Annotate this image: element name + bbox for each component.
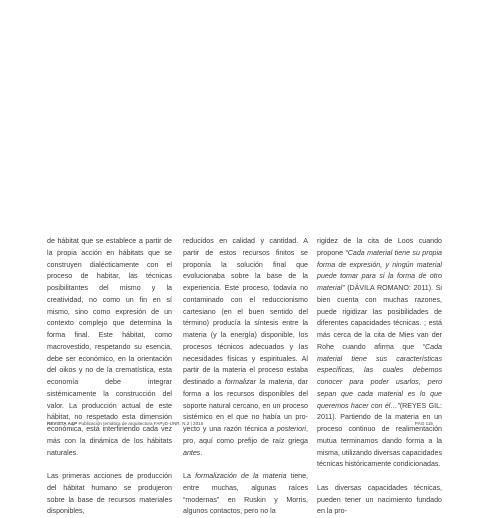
text-run: Las primeras acciones de producción del hábitat humano se produjeron sobre la base de recursos materiales disponibles,: [47, 472, 172, 516]
italic-text-run: formalización de la materia: [195, 472, 287, 480]
text-run: (REYES GIL: 2011). Partiendo de la materia en un proceso continuo de realimentación mutua terminamos dando forma a la misma, utilizando diversas capacidades técnicas históricamente condicionadas.: [317, 401, 442, 469]
text-column-3: [317, 236, 442, 518]
italic-text-run: formalizar la materia: [224, 378, 293, 386]
body-paragraph: [47, 471, 172, 518]
italic-text-run: “Cada material tiene sus características específicas, las cuales debemos conocer para poder usarlos, pero sepan que cada material es lo que queremos hacer con él…”: [317, 342, 442, 410]
body-paragraph: [317, 483, 442, 518]
publication-info: Publicación temática de arquitectura FAPyD-UNR. N.2 | 2015: [77, 421, 204, 426]
text-run: .: [200, 448, 203, 457]
italic-text-run: a posteriori: [270, 425, 307, 433]
journal-name: REVISTA A&P: [47, 421, 78, 426]
text-run: rigidez de la cita de Loos cuando propone: [317, 237, 442, 257]
text-column-2: [183, 236, 308, 518]
text-column-1: [47, 236, 172, 518]
page-number: PÁG 115: [414, 421, 433, 426]
italic-text-run: antes: [183, 448, 201, 457]
text-run: (DÁVILA ROMANO: 2011). Si bien cuenta con muchas razones, puede rigidizar las posibilidades de diferentes capacidades técnicas. ; está más cerca de la cita de Mies van der Rohe cuando afirma que: [317, 284, 442, 351]
text-run: Las diversas capacidades técnicas, pueden tener un nacimiento fundado en la pro-: [317, 483, 442, 516]
text-run: de hábitat que se establece a partir de la propia acción en hábitats que se construyen dialécticamente con el proceso de habitar, las técnicas posibilitantes del mismo y la creatividad, no como un fin en sí mismo, sino como expresión de un contexto complejo que determina la forma final. Este hábitat, como macrovestido, respetando su esencia, debe ser económico, en la orientación del oikos y no de la crematística, esta economía debe integrar sistémicamente la construcción del valor. La producción actual de este hábitat, no respetado esta dimensión económica, está interfiriendo cada vez más con la dinámica de los hábitats naturales.: [47, 237, 172, 457]
body-paragraph: [183, 471, 308, 518]
text-run: tiene, entre muchas, algunas raíces “modernas” en Ruskin y Morris, algunos contactos, pero no la: [183, 472, 308, 516]
italic-text-run: “Cada material tiene su propia forma de expresión, y ningún material puede tomar para sí la forma de otro material”: [317, 248, 442, 292]
text-run: , pro, aquí como prefijo de raíz griega: [183, 425, 308, 445]
text-run: reducidos en calidad y cantidad. A partir de estos recursos finitos se proponía la solución final que evolucionaba sobre la base de la experiencia. Este proceso, todavía no contaminado con el reduccionismo cartesiano (en el buen sentido del término) producía la síntesis entre la materia (y la energía) disponible, los procesos técnicos adecuados y las necesidades físicas y espirituales. Al partir de la materia el proceso estaba destinado a: [183, 237, 308, 386]
text-run: La: [183, 472, 196, 480]
page-footer: [47, 421, 433, 426]
text-run: , dar forma a los recursos disponibles del soporte natural cercano, en un proceso sistémico en el que no había un pro-yecto y una razón técnica: [183, 378, 308, 433]
body-paragraph: [317, 236, 442, 471]
